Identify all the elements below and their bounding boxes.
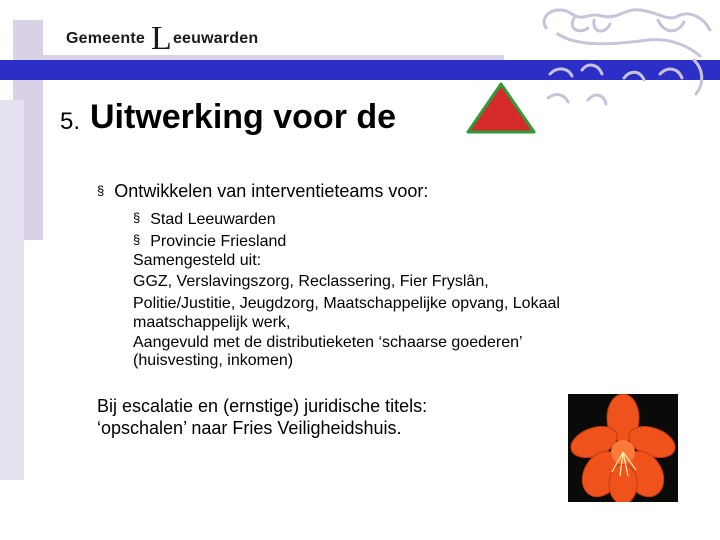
main-bullet — [97, 181, 428, 202]
bullet-marker-icon: § — [97, 183, 105, 198]
page-title: Uitwerking voor de — [90, 98, 397, 136]
closing-line: ‘opschalen’ naar Fries Veiligheidshuis. — [97, 418, 402, 438]
closing-line: Bij escalatie en (ernstige) juridische titels: — [97, 396, 428, 416]
main-bullet-text: Ontwikkelen van interventieteams voor: — [114, 181, 429, 201]
body-line: Aangevuld met de distributieketen ‘schaarse goederen’ — [133, 334, 523, 351]
sub-bullet-text: Stad Leeuwarden — [150, 211, 276, 228]
decor-bar-left — [0, 100, 24, 480]
title-number: 5. — [60, 108, 81, 135]
body-line: Samengesteld uit: — [133, 252, 262, 269]
logo-suffix: eeuwarden — [172, 30, 259, 47]
body-line: (huisvesting, inkomen) — [133, 352, 294, 369]
bullet-marker-icon: § — [133, 232, 141, 247]
body-line: GGZ, Verslavingszorg, Reclassering, Fier Fryslân, — [133, 273, 489, 290]
lion-emblem-icon — [528, 0, 720, 120]
sub-bullet-text: Provincie Friesland — [150, 233, 287, 250]
amaryllis-flower-image — [568, 394, 678, 502]
closing-paragraph — [97, 395, 427, 439]
sub-bullet — [133, 208, 276, 230]
body-line: Politie/Justitie, Jeugdzorg, Maatschappelijke opvang, Lokaal — [133, 295, 560, 312]
logo-initial: L — [150, 20, 172, 57]
warning-triangle-icon — [466, 82, 536, 134]
logo-prefix: Gemeente — [66, 30, 145, 47]
bullet-marker-icon: § — [133, 210, 141, 225]
body-line: maatschappelijk werk, — [133, 314, 291, 331]
municipality-logo — [66, 20, 258, 58]
sub-bullet — [133, 230, 286, 252]
